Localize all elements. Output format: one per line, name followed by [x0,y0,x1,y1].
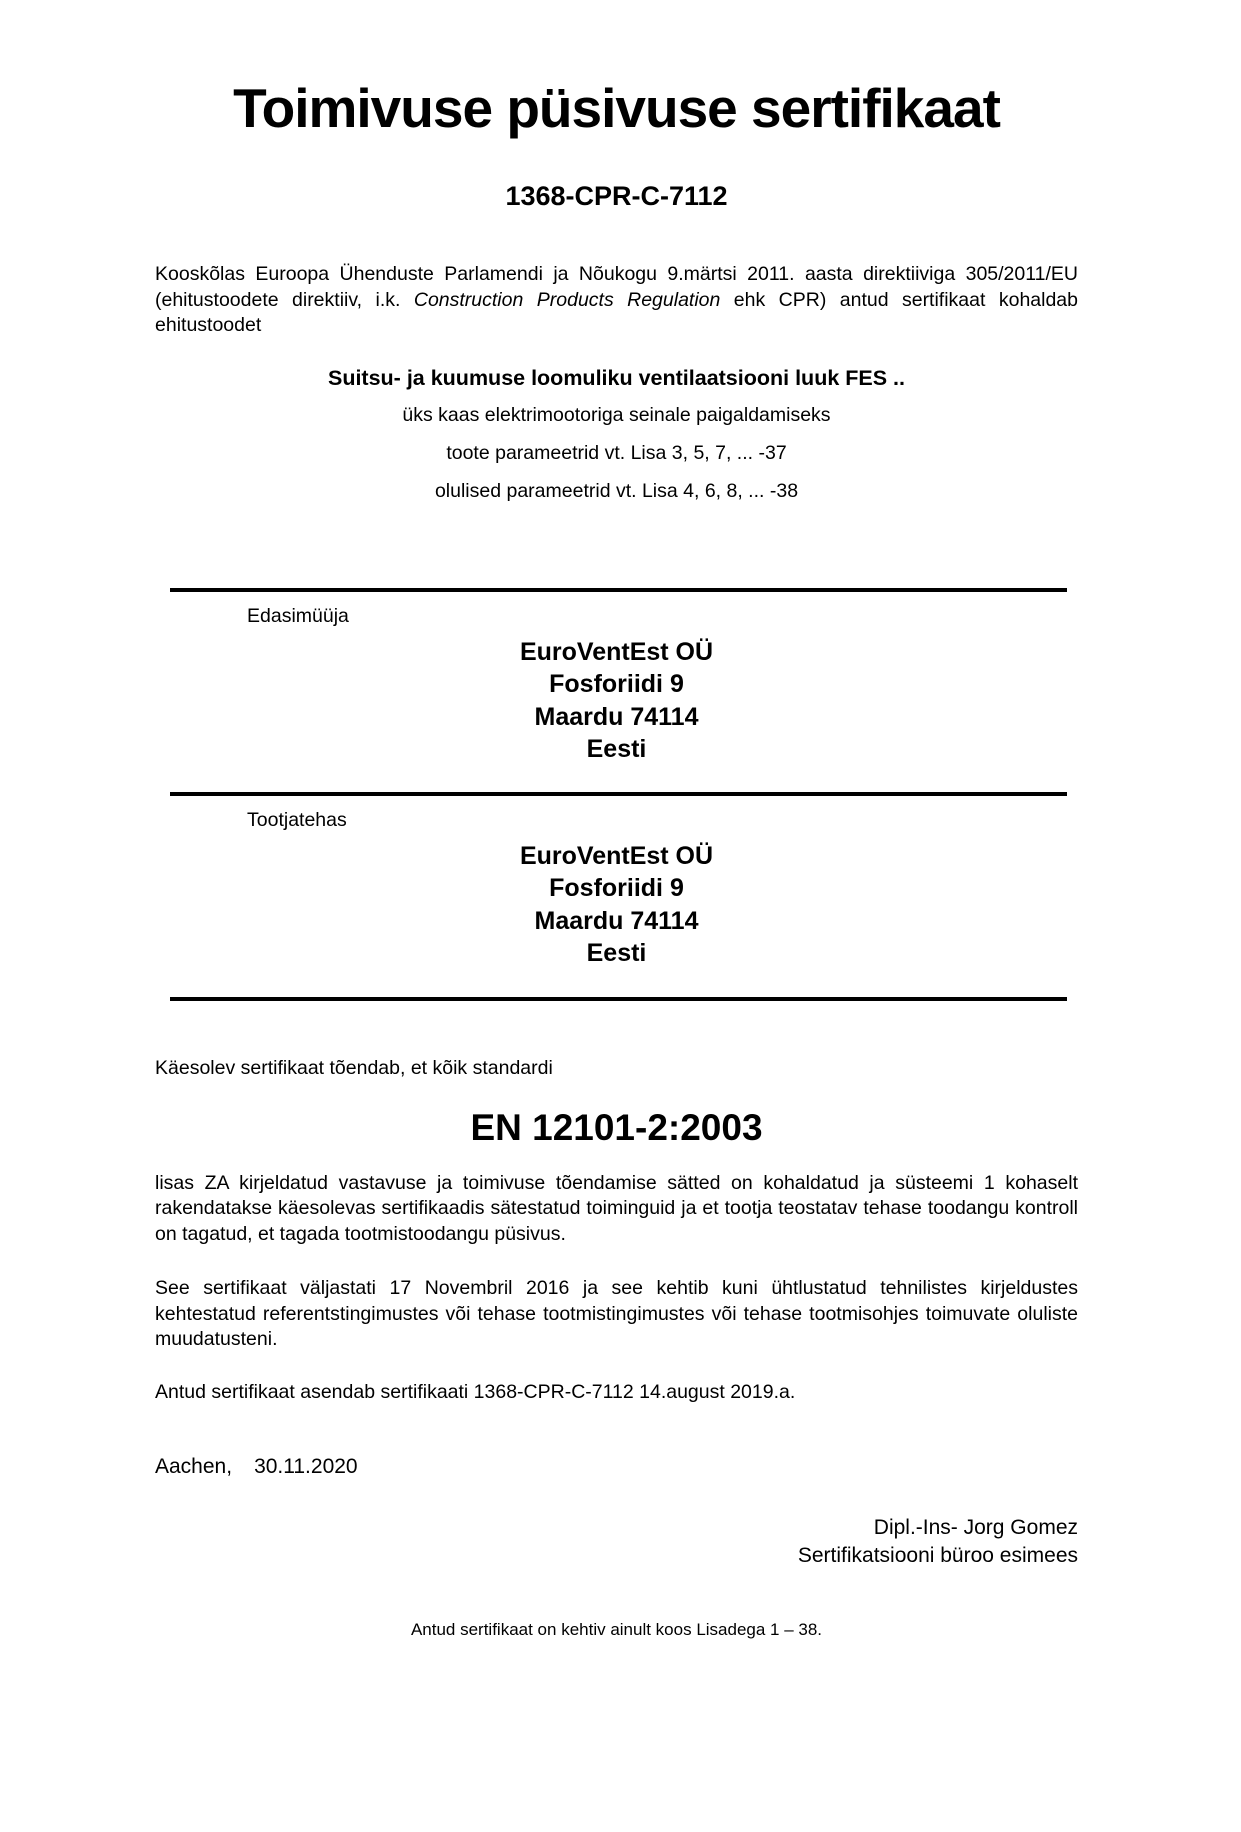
certificate-page [0,78,1241,1641]
page-title: Toimivuse püsivuse sertifikaat [233,77,1000,139]
signature-block [155,1514,1078,1569]
seller-company: EuroVentEst OÜ [519,637,714,666]
signer-name: Dipl.-Ins- Jorg Gomez [873,1516,1078,1539]
standard-intro: Käesolev sertifikaat tõendab, et kõik standardi [155,1056,553,1079]
intro-text-before: Kooskõlas Euroopa Ühenduste Parlamendi ja Nõukogu 9.märtsi 2011. aasta direktiiviga 305/2011/EU (ehitustoodete direktiiv, i.k. [155,263,1078,311]
factory-label: Tootjatehas [247,808,347,831]
certificate-number: 1368-CPR-C-7112 [505,181,728,211]
factory-address [155,840,1078,970]
product-name: Suitsu- ja kuumuse loomuliku ventilaatsiooni luuk FES .. [327,365,905,390]
issue-date-line [155,1453,1078,1480]
factory-country: Eesti [586,939,647,967]
footer-note: Antud sertifikaat on kehtiv ainult koos Lisadega 1 – 38. [410,1620,823,1639]
standard-code: EN 12101-2:2003 [470,1106,763,1148]
seller-street: Fosforiidi 9 [549,670,684,698]
issue-place: Aachen, [155,1455,233,1478]
validity-paragraph: See sertifikaat väljastati 17 Novembril 2016 ja see kehtib kuni ühtlustatud tehnilistes kirjeldustes kehtestatud referentstingimustes või tehase tootmistingimustes või tehase tootmisohjes toimuvate oluliste muudatusteni. [155,1277,1078,1350]
factory-company: EuroVentEst OÜ [519,841,714,870]
intro-text-italic: Construction Products Regulation [413,288,721,311]
intro-paragraph [155,262,1078,339]
replacement-paragraph: Antud sertifikaat asendab sertifikaati 1368-CPR-C-7112 14.august 2019.a. [155,1380,796,1403]
divider-top [170,588,1067,592]
seller-label: Edasimüüja [247,604,349,627]
signer-title: Sertifikatsiooni büroo esimees [797,1543,1078,1567]
seller-address [155,636,1078,766]
issue-date: 30.11.2020 [254,1455,358,1478]
product-description: üks kaas elektrimootoriga seinale paigaldamiseks [402,403,831,426]
factory-city: Maardu 74114 [534,906,699,935]
divider-bottom [170,997,1067,1001]
factory-street: Fosforiidi 9 [549,874,684,902]
divider-middle [170,792,1067,796]
intro-text-after: ehk CPR) antud sertifikaat kohaldab ehitustoodet [155,288,1078,336]
product-parameters-ref: toote parameetrid vt. Lisa 3, 5, 7, ... -37 [446,441,787,464]
essential-parameters-ref: olulised parameetrid vt. Lisa 4, 6, 8, ... -38 [434,479,799,502]
compliance-paragraph: lisas ZA kirjeldatud vastavuse ja toimivuse tõendamise sätted on kohaldatud ja süsteemi 1 kohaselt rakendatakse käesolevas sertifikaadis sätestatud toiminguid ja et tootja teostatav tehase toodangu kontroll on tagatud, et tagada tootmistoodangu püsivus. [155,1171,1078,1245]
seller-country: Eesti [586,735,647,763]
seller-city: Maardu 74114 [534,702,699,731]
